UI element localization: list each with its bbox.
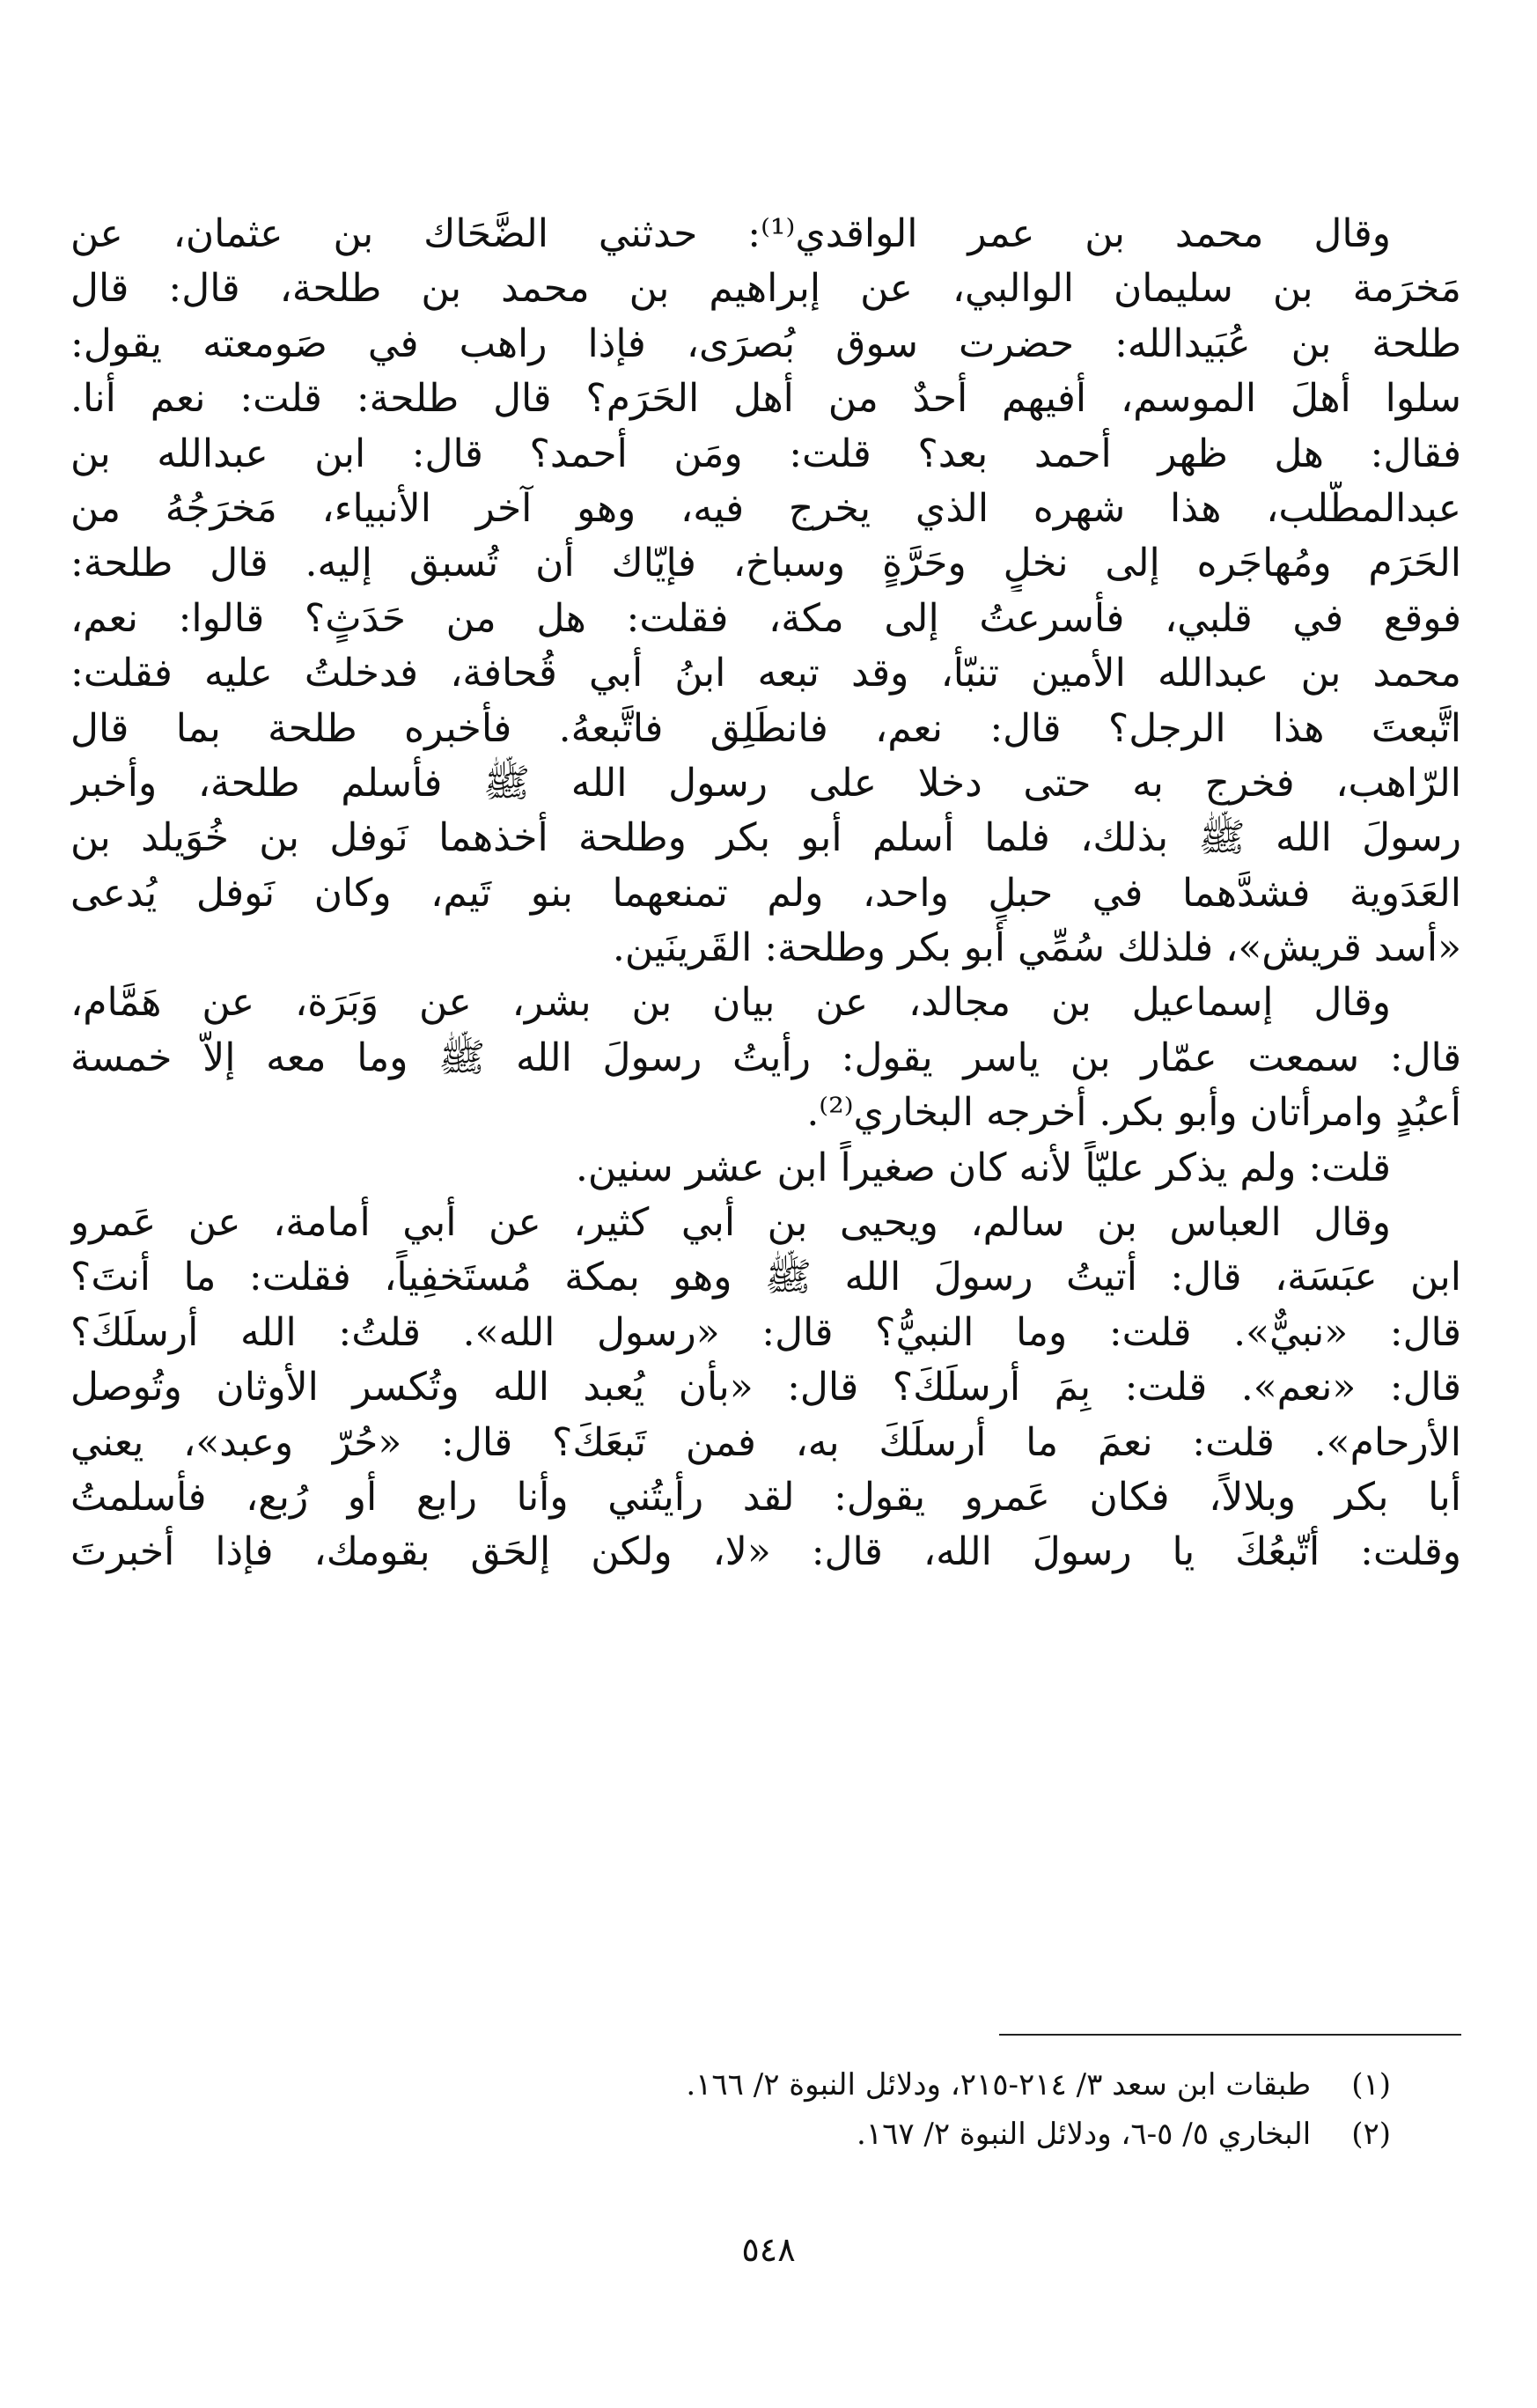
footnote-text: طبقات ابن سعد ٣/ ٢١٤-٢١٥، ودلائل النبوة ٢/ ١٦٦. — [686, 2067, 1312, 2102]
footnote-2 — [352, 2110, 1391, 2159]
text-line: قال: «نبيٌّ». قلت: وما النبيُّ؟ قال: «رسول الله». قلتُ: الله أرسلَكَ؟ — [70, 1309, 1461, 1355]
text-line: وقال محمد بن عمر الواقدي⁽¹⁾: حدثني الضَّحَاك بن عثمان، عن — [70, 211, 1392, 256]
text-line: قلت: ولم يذكر عليّاً لأنه كان صغيراً ابن عشر سنين. — [575, 1145, 1391, 1190]
footnote-number: (٢) — [1351, 2117, 1391, 2152]
text-line: أعبُدٍ وامرأتان وأبو بكر. أخرجه البخاري⁽²⁾. — [806, 1090, 1461, 1136]
main-text — [70, 207, 1461, 1580]
text-line: عبدالمطَّلب، هذا شهره الذي يخرج فيه، وهو آخر الأنبياء، مَخرَجُهُ من — [70, 485, 1461, 531]
text-line: الرّاهب، فخرج به حتى دخلا على رسول الله ﷺ فأسلم طلحة، وأخبر — [70, 760, 1461, 806]
text-line: «أسد قريش»، فلذلك سُمِّي أبو بكر وطلحة: القَرينَين. — [612, 925, 1461, 971]
text-line: رسولَ الله ﷺ بذلك، فلما أسلم أبو بكر وطلحة أخذهما نَوفل بن خُوَيلد بن — [70, 815, 1461, 861]
footnote-text: البخاري ٥/ ٥-٦، ودلائل النبوة ٢/ ١٦٧. — [857, 2117, 1312, 2152]
text-line: وقال العباس بن سالم، ويحيى بن أبي كثير، عن أبي أمامة، عن عَمرو — [70, 1200, 1391, 1246]
text-line: اتَّبعتَ هذا الرجل؟ قال: نعم، فانطَلِق فاتَّبعهُ. فأخبره طلحة بما قال — [70, 705, 1461, 751]
text-line: العَدَوية فشدَّهما في حبلٍ واحد، ولم تمنعهما بنو تَيم، وكان نَوفل يُدعى — [70, 870, 1461, 916]
text-line: قال: سمعت عمّار بن ياسر يقول: رأيتُ رسولَ الله ﷺ وما معه إلاّ خمسة — [70, 1035, 1461, 1080]
text-line: مَخرَمة بن سليمان الوالبي، عن إبراهيم بن محمد بن طلحة، قال: قال — [70, 266, 1461, 312]
text-line: قال: «نعم». قلت: بِمَ أرسلَكَ؟ قال: «بأن يُعبد الله وتُكسر الأوثان وتُوصل — [70, 1365, 1461, 1410]
footnote-number: (١) — [1351, 2067, 1391, 2102]
text-line: سلوا أهلَ الموسم، أفيهم أحدٌ من أهل الحَرَم؟ قال طلحة: قلت: نعم أنا. — [70, 376, 1461, 422]
footnote-divider — [999, 2034, 1461, 2036]
text-line: الأرحام». قلت: نعمَ ما أرسلَكَ به، فمن تَبعَكَ؟ قال: «حُرّ وعبد»، يعني — [70, 1419, 1461, 1465]
text-line: فوقع في قلبي، فأسرعتُ إلى مكة، فقلت: هل من حَدَثٍ؟ قالوا: نعم، — [70, 595, 1461, 641]
text-line: وقال إسماعيل بن مجالد، عن بيان بن بشر، عن وَبَرَة، عن هَمَّام، — [70, 980, 1391, 1026]
text-line: محمد بن عبدالله الأمين تنبّأ، وقد تبعه ابنُ أبي قُحافة، فدخلتُ عليه فقلت: — [70, 651, 1461, 696]
footnote-1 — [352, 2060, 1391, 2110]
text-line: أبا بكر وبلالاً، فكان عَمرو يقول: لقد رأيتُني وأنا رابع أو رُبع، فأسلمتُ — [70, 1474, 1461, 1520]
footnotes — [352, 2060, 1391, 2159]
text-line: طلحة بن عُبَيدالله: حضرت سوق بُصرَى، فإذا راهب في صَومعته يقول: — [70, 320, 1461, 366]
text-line: الحَرَم ومُهاجَره إلى نخلٍ وحَرَّةٍ وسباخ، فإيّاك أن تُسبق إليه. قال طلحة: — [70, 541, 1461, 586]
text-line: وقلت: أتّبعُكَ يا رسولَ الله، قال: «لا، ولكن إلحَق بقومك، فإذا أُخبرتَ — [70, 1529, 1461, 1575]
text-line: فقال: هل ظهر أحمد بعد؟ قلت: ومَن أحمد؟ قال: ابن عبدالله بن — [70, 431, 1461, 476]
text-line: ابن عبَسَة، قال: أتيتُ رسولَ الله ﷺ وهو بمكة مُستَخفِياً، فقلت: ما أنتَ؟ — [70, 1255, 1461, 1300]
page-number: ٥٤٨ — [741, 2230, 796, 2269]
